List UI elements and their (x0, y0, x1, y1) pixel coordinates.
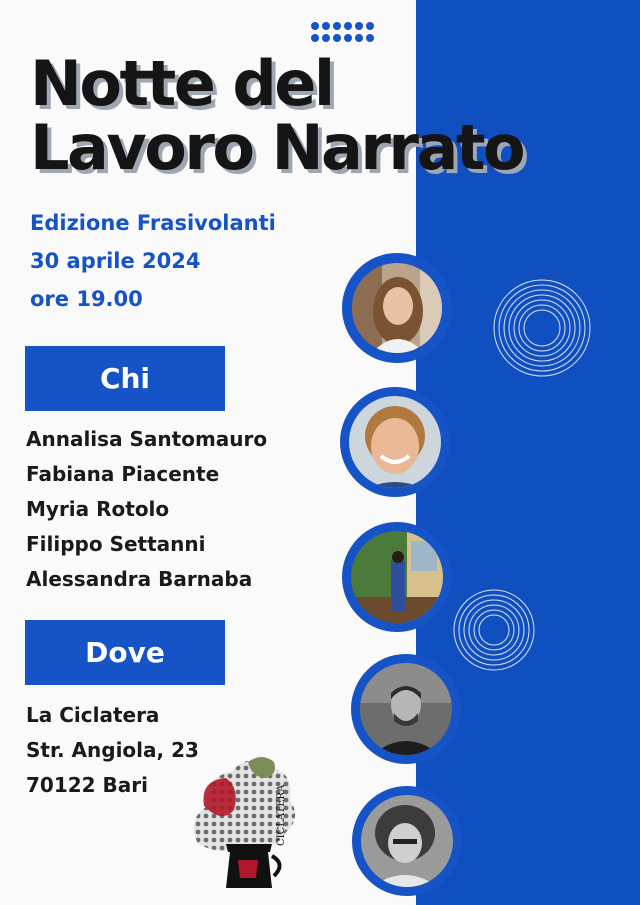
venue-city: 70122 Bari (26, 773, 149, 797)
logo-text: CICLATERA (276, 784, 287, 846)
portrait-image (349, 396, 441, 488)
speaker-name: Annalisa Santomauro (26, 427, 268, 451)
portrait-image (361, 795, 453, 887)
event-time: ore 19.00 (30, 287, 143, 311)
where-heading: Dove (25, 620, 225, 685)
portrait-image (360, 663, 452, 755)
decorative-dots (311, 22, 377, 42)
speaker-photo (342, 253, 452, 363)
venue-name: La Ciclatera (26, 703, 160, 727)
speaker-photo (351, 654, 461, 764)
venue-street: Str. Angiola, 23 (26, 738, 199, 762)
speaker-name: Alessandra Barnaba (26, 567, 253, 591)
venue-address (26, 700, 199, 805)
event-info (30, 208, 276, 322)
speaker-name: Myria Rotolo (26, 497, 170, 521)
concentric-rings-decoration (492, 278, 592, 378)
who-heading: Chi (25, 346, 225, 411)
speaker-photo (340, 387, 450, 497)
title-line-1: Notte del (30, 47, 333, 120)
edition-label: Edizione Frasivolanti (30, 211, 276, 235)
speaker-name: Filippo Settanni (26, 532, 206, 556)
event-date: 30 aprile 2024 (30, 249, 201, 273)
title-line-2: Lavoro Narrato (30, 111, 524, 184)
ciclatera-logo (186, 748, 310, 898)
speakers-list (26, 424, 267, 599)
portrait-image (352, 263, 442, 353)
speaker-photo (342, 522, 452, 632)
speaker-name: Fabiana Piacente (26, 462, 220, 486)
concentric-rings-decoration (452, 588, 536, 672)
poster-title (30, 47, 524, 184)
speaker-photo (352, 786, 462, 896)
portrait-image (351, 531, 443, 623)
